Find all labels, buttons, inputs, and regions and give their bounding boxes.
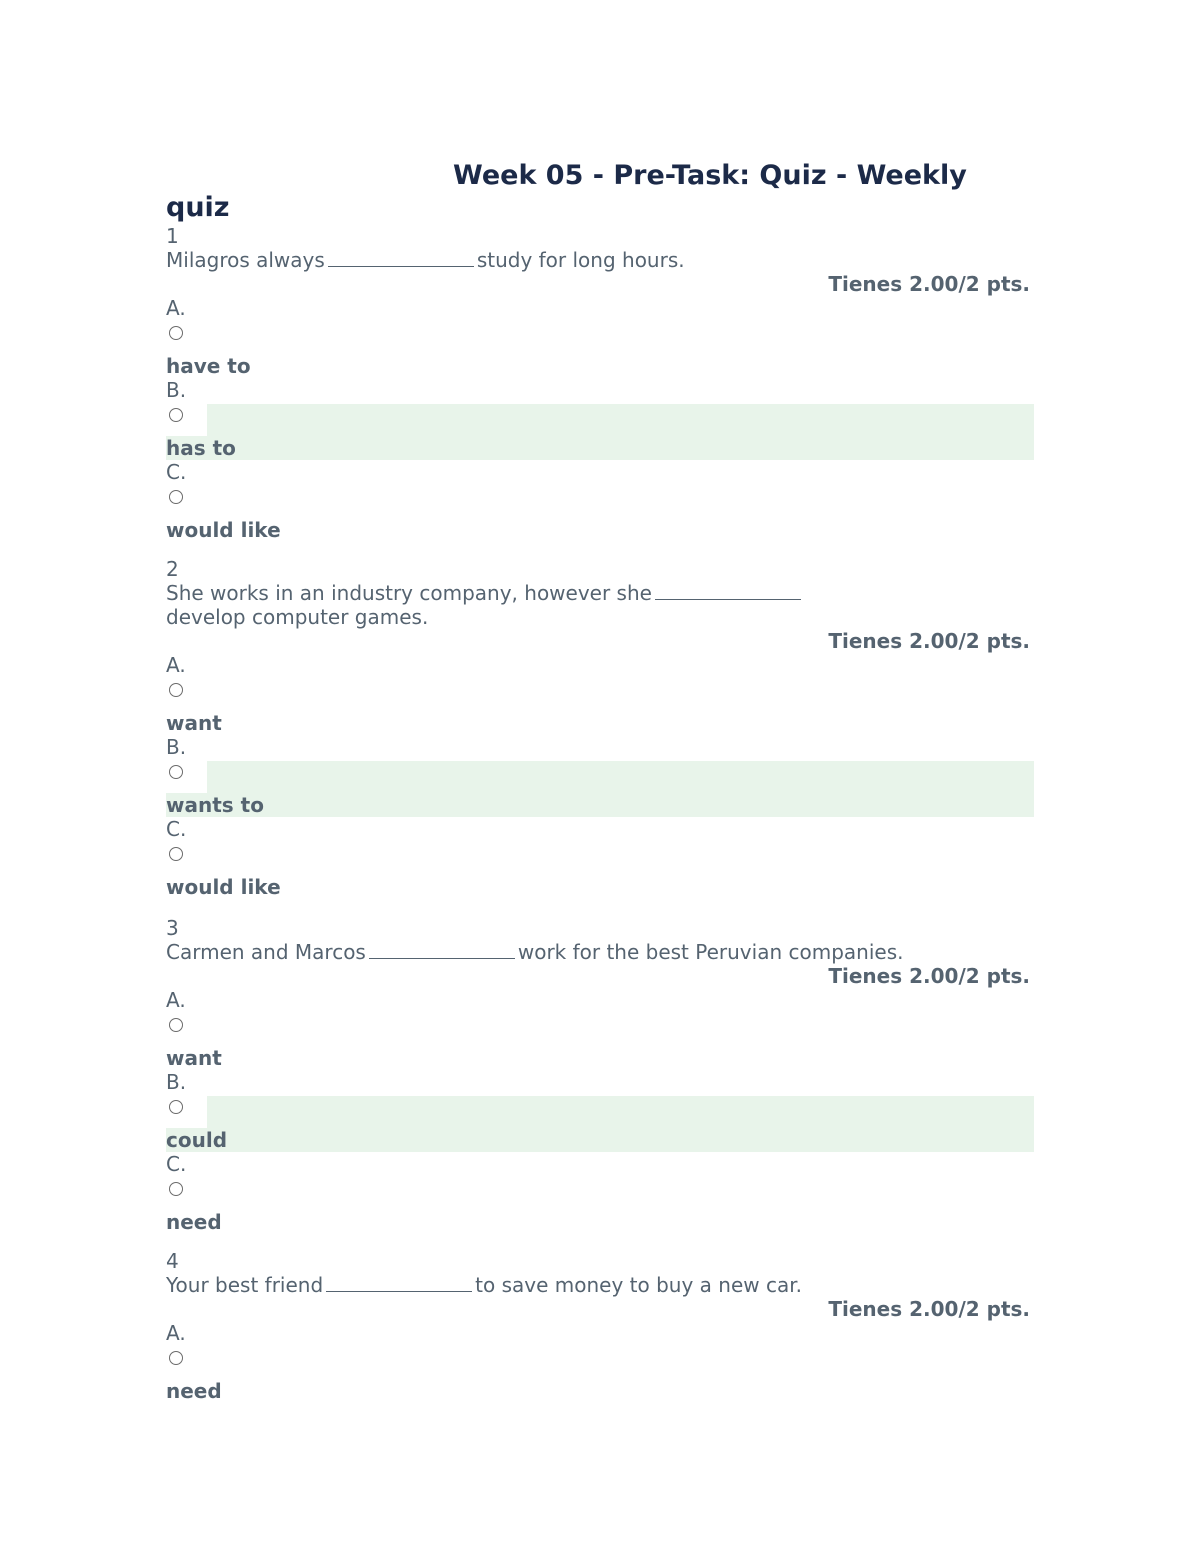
radio-button[interactable] [169,683,183,697]
question-text [166,248,1034,272]
fill-in-blank [655,581,801,600]
question-text [166,581,1034,605]
quiz-title: Week 05 - Pre-Task: Quiz - Weekly [453,160,967,191]
option-letter: A. [166,988,186,1012]
radio-button[interactable] [169,847,183,861]
question-number: 1 [166,224,179,248]
answer-option-a[interactable] [166,988,1034,1070]
radio-button[interactable] [169,490,183,504]
option-letter: B. [166,378,187,402]
answer-option-c[interactable] [166,460,1034,552]
question-text-before: Your best friend [166,1273,324,1297]
fill-in-blank [326,1273,472,1292]
option-answer: would like [166,518,281,542]
question-4 [166,1249,1034,1403]
radio-button[interactable] [169,408,183,422]
answer-option-c[interactable] [166,1152,1034,1244]
answer-option-a[interactable] [166,296,1034,378]
question-text-after: to save money to buy a new car. [475,1273,802,1297]
question-2 [166,557,1034,909]
option-letter: B. [166,735,187,759]
option-letter: B. [166,1070,187,1094]
fill-in-blank [369,940,515,959]
option-answer: has to [166,436,236,460]
question-3 [166,916,1034,1244]
radio-button[interactable] [169,1351,183,1365]
score-label: Tienes 2.00/2 pts. [828,964,1030,988]
option-letter: A. [166,653,186,677]
question-text [166,940,1034,964]
option-answer: need [166,1379,222,1403]
option-letter: C. [166,817,187,841]
score-label: Tienes 2.00/2 pts. [828,629,1030,653]
answer-option-b[interactable] [166,735,1034,817]
question-text-after: study for long hours. [476,248,685,272]
answer-option-c[interactable] [166,817,1034,909]
selected-highlight [207,404,1034,460]
selected-highlight [207,1096,1034,1152]
option-letter: C. [166,1152,187,1176]
answer-option-b[interactable] [166,378,1034,460]
radio-button[interactable] [169,765,183,779]
score-label: Tienes 2.00/2 pts. [828,272,1030,296]
radio-button[interactable] [169,1018,183,1032]
question-text-before: Carmen and Marcos [166,940,366,964]
question-1 [166,224,1034,552]
question-text-after: work for the best Peruvian companies. [517,940,904,964]
option-answer: need [166,1210,222,1234]
answer-option-a[interactable] [166,1321,1034,1403]
option-letter: C. [166,460,187,484]
question-number: 2 [166,557,179,581]
fill-in-blank [328,248,474,267]
selected-highlight [207,761,1034,817]
radio-button[interactable] [169,326,183,340]
question-text-before: Milagros always [166,248,325,272]
option-answer: wants to [166,793,264,817]
answer-option-a[interactable] [166,653,1034,735]
option-letter: A. [166,296,186,320]
question-text-before: She works in an industry company, however she [166,581,652,605]
option-letter: A. [166,1321,186,1345]
question-text [166,1273,1034,1297]
option-answer: want [166,1046,222,1070]
question-number: 4 [166,1249,179,1273]
question-text-line2: develop computer games. [166,605,429,629]
radio-button[interactable] [169,1182,183,1196]
option-answer: would like [166,875,281,899]
score-label: Tienes 2.00/2 pts. [828,1297,1030,1321]
radio-button[interactable] [169,1100,183,1114]
option-answer: want [166,711,222,735]
option-answer: have to [166,354,251,378]
question-number: 3 [166,916,179,940]
answer-option-b[interactable] [166,1070,1034,1152]
quiz-title-continued: quiz [166,192,230,223]
option-answer: could [166,1128,228,1152]
